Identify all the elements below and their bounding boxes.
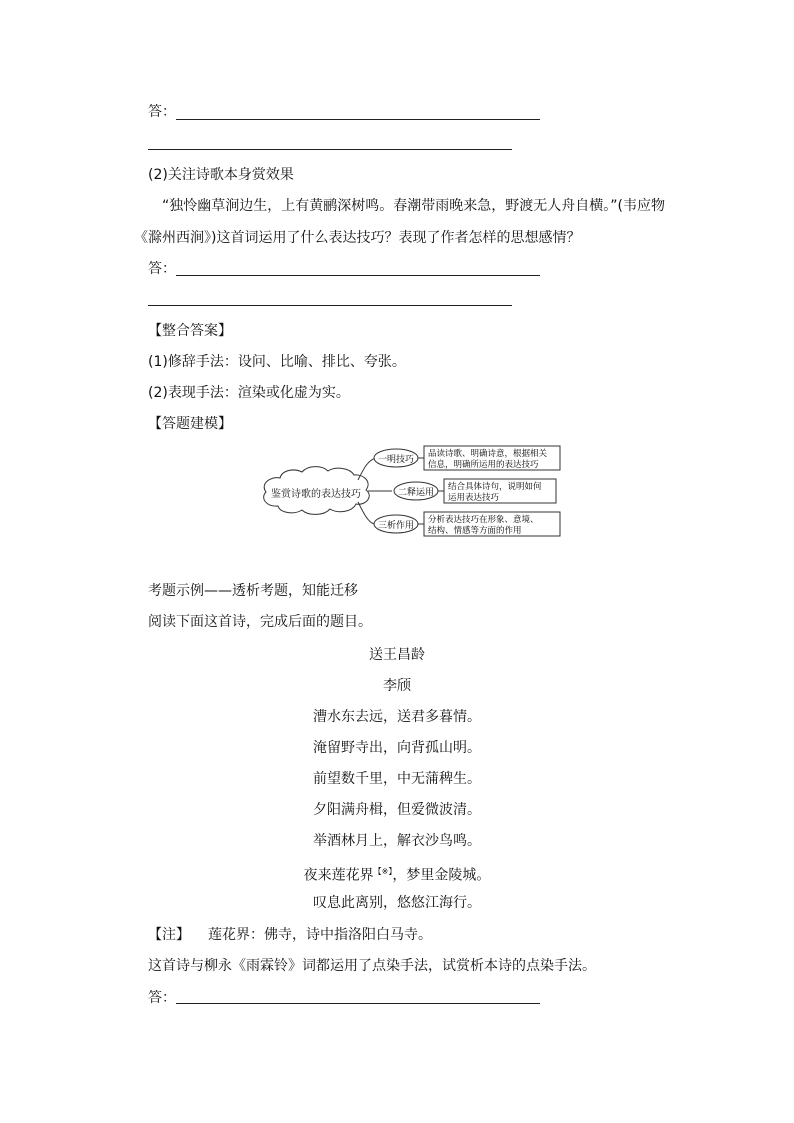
technique-diagram [258,440,564,540]
example-heading: 考题示例——透析考题，知能迁移 [148,583,358,599]
poem-line: 漕水东去远，送君多暮情。 [313,709,481,725]
example-question: 《滁州西涧》)这首词运用了什么表达技巧？表现了作者怎样的思想感情？ [134,230,581,246]
answer-label: 答： [148,990,176,1006]
poem-line: 前望数千里，中无蒲稗生。 [313,771,481,787]
branch-3-text-2: 结构、情感等方面的作用 [428,526,522,536]
answer-label: 答： [148,104,176,120]
answer-label: 答： [148,261,176,277]
final-question: 这首诗与柳永《雨霖铃》词都运用了点染手法，试赏析本诗的点染手法。 [148,958,596,974]
answer-line [176,119,540,120]
note-text: 莲花界：佛寺，诗中指洛阳白马寺。 [208,927,432,943]
poem-line: 举酒林月上，解衣沙鸟鸣。 [313,833,481,849]
answer-line [148,305,512,306]
instruction: 阅读下面这首诗，完成后面的题目。 [148,614,372,630]
poem-line-part: ，梦里金陵城。 [392,867,491,884]
note-label: 【注】 [148,927,190,943]
integrated-answer-1: (1)修辞手法：设问、比喻、排比、夸张。 [148,354,406,370]
branch-2-text-2: 运用表达技巧 [448,493,500,503]
poem-title: 送王昌龄 [369,647,425,663]
branch-2-label: 二释运用 [397,488,435,498]
example-quote: “独怜幽草涧边生，上有黄鹂深树鸣。春潮带雨晚来急，野渡无人舟自横。”(韦应物 [162,198,665,214]
answer-line [176,1003,540,1004]
branch-3-label: 三析作用 [377,521,415,531]
connector-3 [358,502,374,524]
integrated-answer-2: (2)表现手法：渲染或化虚为实。 [148,385,350,401]
answer-line [176,275,540,276]
model-title: 【答题建模】 [148,416,232,432]
section-title: (2)关注诗歌本身赏效果 [148,167,294,183]
branch-1-text-2: 信息，明确所运用的表达技巧 [428,460,539,470]
diagram-center-label: 鉴赏诗歌的表达技巧 [271,489,361,500]
poem-line: 夕阳满舟楫，但爱微波清。 [313,802,481,818]
integrated-answer-title: 【整合答案】 [148,323,232,339]
poem-line: 淹留野寺出，向背孤山明。 [313,740,481,756]
poem-line [0,863,794,885]
poem-line: 叹息此离别，悠悠江海行。 [313,895,481,911]
poem-author: 李颀 [383,678,411,694]
branch-1-label: 一明技巧 [377,455,415,465]
answer-line [148,149,512,150]
branch-2-text-1: 结合具体诗句，说明如何 [448,482,542,492]
note [148,926,432,944]
note-marker: 【※】 [373,867,393,876]
branch-3-text-1: 分析表达技巧在形象、意境、 [428,515,539,525]
poem-line-part: 夜来莲花界 [303,867,374,884]
branch-1-text-1: 品读诗歌、明确诗意，根据相关 [428,449,548,459]
